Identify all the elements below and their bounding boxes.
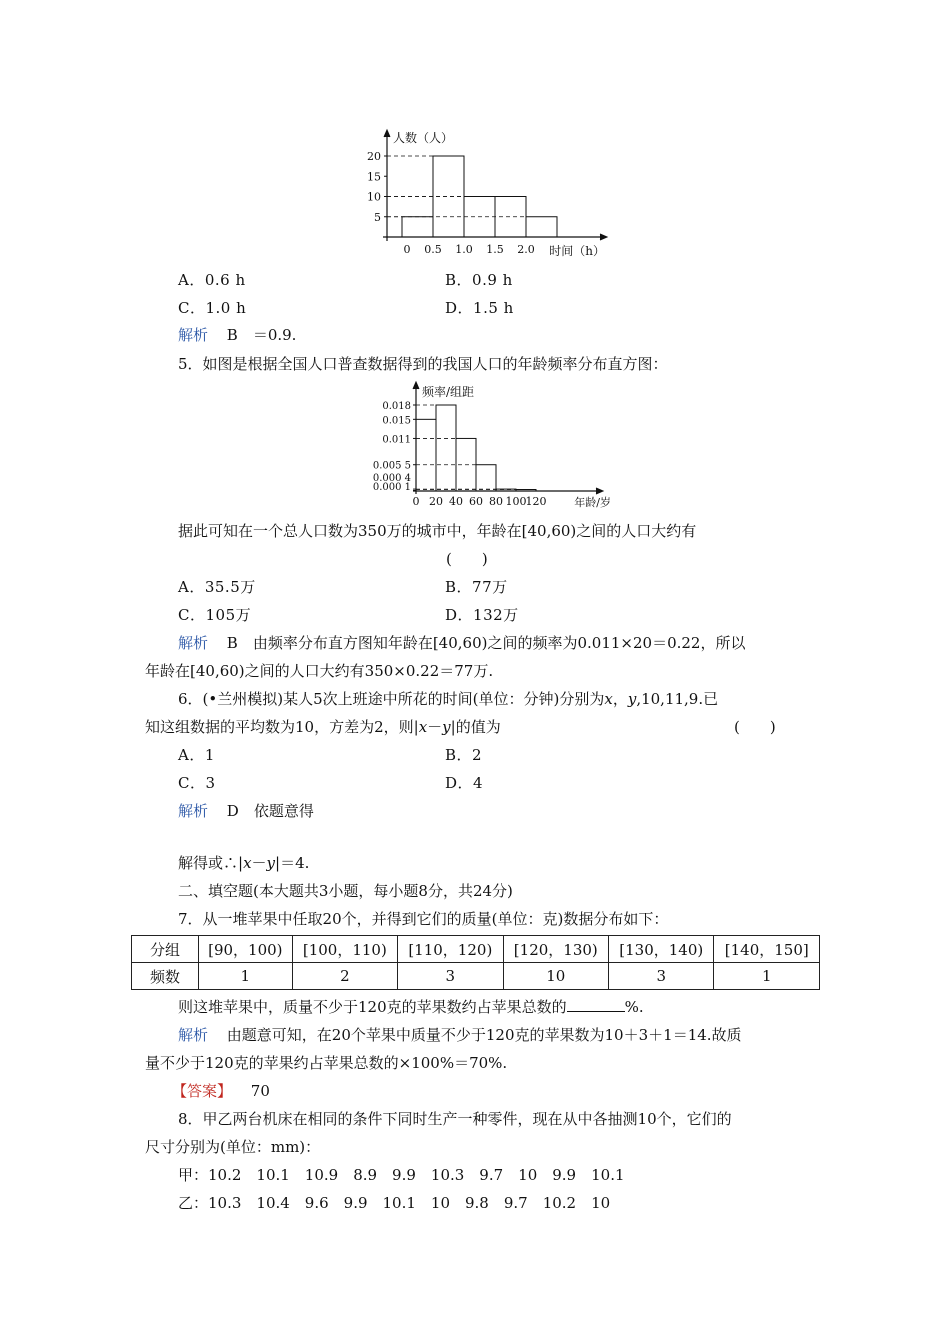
y-tick-label: 0.018 (382, 401, 411, 412)
table-cell: [130，140) (609, 936, 714, 963)
q5-stem: 5．如图是根据全国人口普查数据得到的我国人口的年龄频率分布直方图： (178, 355, 668, 373)
q4-option-c: C．1.0 h (178, 299, 247, 317)
time-histogram (360, 126, 620, 258)
y-tick-label: 20 (367, 150, 381, 163)
q7-analysis-line2: 量不少于120克的苹果约占苹果总数的×100%＝70%. (145, 1054, 508, 1072)
q5-option-b: B．77万 (445, 578, 508, 596)
q6-option-d: D．4 (445, 774, 484, 792)
answer-value: 70 (250, 1082, 270, 1100)
x-axis-label: 年龄/岁 (574, 496, 611, 509)
analysis-text: 由题意可知，在20个苹果中质量不少于120克的苹果数为10＋3＋1＝14.故质 (226, 1026, 742, 1044)
x-tick-label: 0 (403, 243, 411, 256)
q6-analysis (178, 801, 314, 821)
y-tick-label: 0.005 5 (372, 460, 411, 472)
table-row (132, 963, 820, 990)
table-header-cell: 频数 (132, 963, 199, 990)
q4-option-a: A．0.6 h (178, 271, 246, 289)
q5-line2: 据此可知在一个总人口数为350万的城市中，年龄在[40,60)之间的人口大约有 (178, 522, 697, 540)
q5-paren: ( ) (446, 550, 488, 568)
table-cell: 1 (714, 963, 820, 990)
x-tick-label: 120 (525, 495, 547, 508)
q5-analysis-line2: 年龄在[40,60)之间的人口大约有350×0.22＝77万. (145, 662, 494, 680)
analysis-label: 解析 (178, 802, 209, 820)
q6-option-a: A．1 (178, 746, 215, 764)
table-cell: [110，120) (398, 936, 503, 963)
x-axis-arrow (596, 488, 603, 494)
apple-weight-table (131, 935, 820, 990)
analysis-text: D 依题意得 (226, 802, 314, 820)
q6-option-c: C．3 (178, 774, 216, 792)
x-tick-label: 0 (412, 495, 420, 508)
x-axis-label: 时间（h） (549, 244, 605, 258)
analysis-label: 解析 (178, 634, 209, 652)
x-tick-label: 80 (489, 495, 503, 508)
x-tick-label: 20 (429, 495, 443, 508)
q7-question: 则这堆苹果中，质量不少于120克的苹果数约占苹果总数的 %. (178, 998, 644, 1016)
section-heading: 二、填空题(本大题共3小题，每小题8分，共24分) (178, 882, 513, 900)
answer-label: 【答案】 (172, 1082, 233, 1100)
table-cell: [140，150] (714, 936, 820, 963)
x-tick-label: 100 (505, 495, 527, 508)
y-axis-arrow (384, 130, 390, 137)
analysis-label: 解析 (178, 1026, 209, 1044)
analysis-text: B ＝0.9. (226, 326, 297, 344)
q8-jia-data: 甲：10.2 10.1 10.9 8.9 9.9 10.3 9.7 10 9.9 10.1 (178, 1166, 625, 1184)
x-tick-label: 60 (469, 495, 483, 508)
table-cell: 3 (398, 963, 503, 990)
analysis-text: B 由频率分布直方图知年龄在[40,60)之间的频率为0.011×20＝0.22，所以 (226, 634, 746, 652)
q5-option-a: A．35.5万 (178, 578, 256, 596)
table-cell: 3 (609, 963, 714, 990)
table-row (132, 936, 820, 963)
x-tick-label: 40 (449, 495, 463, 508)
histogram-bar (516, 490, 536, 492)
q6-stem: 6．(•兰州模拟)某人5次上班途中所花的时间(单位：分钟)分别为x，y,10,11,9.已 (178, 690, 719, 708)
x-axis-arrow (600, 234, 607, 240)
q6-paren: ( ) (734, 718, 776, 736)
analysis-label: 解析 (178, 326, 209, 344)
table-cell: [90，100) (199, 936, 293, 963)
q4-option-d: D．1.5 h (445, 299, 514, 317)
x-tick-label: 0.5 (424, 243, 442, 256)
table-cell: 2 (292, 963, 397, 990)
x-tick-label: 1.5 (486, 243, 504, 256)
histogram-bar (436, 405, 456, 491)
table-cell: [120，130) (503, 936, 608, 963)
histogram-bar (476, 465, 496, 491)
age-histogram (365, 378, 620, 514)
q4-analysis (178, 325, 296, 345)
y-axis-arrow (413, 382, 419, 389)
table-cell: 1 (199, 963, 293, 990)
histogram-bar (402, 217, 433, 237)
y-tick-label: 10 (367, 190, 381, 204)
table-cell: [100，110) (292, 936, 397, 963)
q5-analysis (178, 633, 745, 653)
y-axis-label: 频率/组距 (422, 385, 475, 399)
y-tick-label: 0.011 (382, 434, 411, 446)
q6-stem-line2: 知这组数据的平均数为10，方差为2，则|x－y|的值为 (145, 718, 501, 736)
q7-analysis (178, 1025, 742, 1045)
x-tick-label: 2.0 (517, 243, 535, 256)
y-tick-label: 0.000 1 (372, 482, 411, 493)
histogram-bar (526, 217, 557, 237)
q5-option-c: C．105万 (178, 606, 252, 624)
histogram-bar (496, 489, 516, 491)
q8-yi-data: 乙：10.3 10.4 9.6 9.9 10.1 10 9.8 9.7 10.2 10 (178, 1194, 611, 1212)
table-header-cell: 分组 (132, 936, 199, 963)
q8-stem: 8．甲乙两台机床在相同的条件下同时生产一种零件，现在从中各抽测10个，它们的 (178, 1110, 732, 1128)
q6-solution: 解得或∴|x－y|＝4. (178, 854, 310, 872)
q5-option-d: D．132万 (445, 606, 519, 624)
x-tick-label: 1.0 (455, 243, 473, 256)
histogram-bar (416, 419, 436, 491)
q4-option-b: B．0.9 h (445, 271, 513, 289)
y-tick-label: 0.000 4 (372, 473, 411, 484)
y-tick-label: 15 (367, 170, 381, 184)
y-axis-label: 人数（人） (393, 131, 454, 145)
y-tick-label: 5 (374, 210, 381, 224)
table-cell: 10 (503, 963, 608, 990)
q7-answer (172, 1081, 270, 1101)
answer-blank[interactable] (567, 997, 625, 1012)
q7-stem: 7．从一堆苹果中任取20个，并得到它们的质量(单位：克)数据分布如下： (178, 910, 669, 928)
q8-stem-line2: 尺寸分别为(单位：mm)： (145, 1138, 321, 1156)
y-tick-label: 0.015 (382, 415, 411, 427)
q6-option-b: B．2 (445, 746, 483, 764)
